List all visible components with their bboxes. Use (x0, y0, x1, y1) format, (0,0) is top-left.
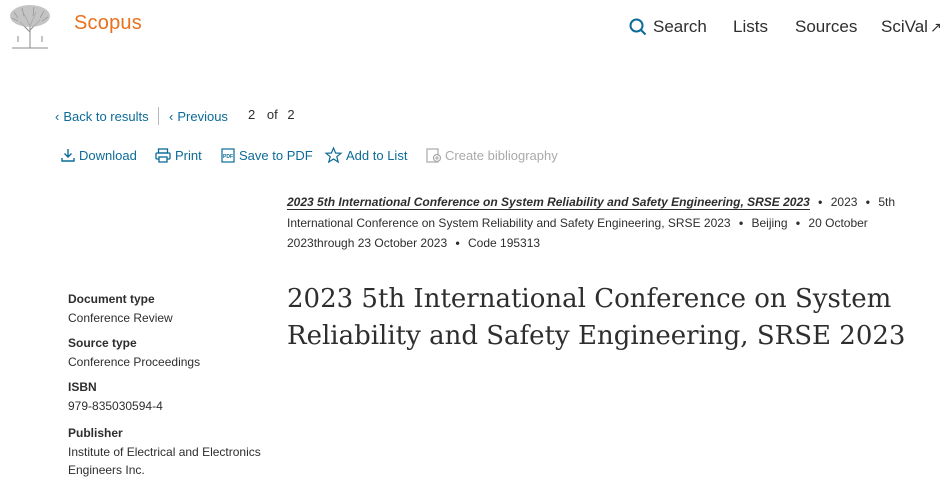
add-to-list-button[interactable] (325, 145, 407, 165)
current-position: 2 (248, 107, 256, 122)
chevron-left-icon: ‹ (169, 108, 174, 124)
publisher-section (68, 424, 268, 479)
bullet-separator: • (455, 236, 460, 250)
print-label: Print (175, 147, 202, 163)
add-to-list-label: Add to List (346, 147, 408, 163)
nav-scival[interactable] (881, 16, 942, 38)
isbn-label: ISBN (68, 380, 97, 394)
bullet-separator: • (818, 195, 823, 209)
document-type-value: Conference Review (68, 311, 173, 325)
nav-lists[interactable] (733, 16, 768, 38)
citation-code: Code 195313 (468, 236, 541, 250)
bullet-separator: • (795, 215, 801, 230)
search-icon (629, 18, 647, 36)
elsevier-logo[interactable] (4, 2, 56, 50)
source-type-label: Source type (68, 336, 137, 350)
save-pdf-label: Save to PDF (239, 147, 313, 163)
bibliography-icon (426, 147, 441, 163)
isbn-value: 979-835030594-4 (68, 399, 163, 413)
document-type-label: Document type (68, 292, 155, 306)
citation-dates: 20 October 2023through 23 October 2023 (287, 215, 868, 250)
nav-sources-label: Sources (795, 17, 858, 36)
printer-icon (155, 148, 171, 163)
create-bibliography-button[interactable] (426, 145, 558, 165)
document-title: 2023 5th International Conference on System Reliability and Safety Engineering, SRSE 2023 (287, 284, 906, 351)
citation-year: 2023 (830, 195, 858, 209)
download-icon (61, 148, 75, 162)
total-results: 2 (287, 107, 295, 122)
source-type-section (68, 334, 268, 371)
scopus-logo[interactable]: Scopus (74, 12, 142, 34)
isbn-section (68, 378, 268, 415)
citation-conference: International Conference on System Reliability and Safety Engineering, SRSE 2023 (287, 215, 731, 230)
back-to-results-label: Back to results (63, 108, 149, 124)
create-bibliography-label: Create bibliography (445, 147, 558, 163)
star-icon (325, 147, 342, 163)
document-type-section (68, 290, 268, 327)
nav-search-label: Search (653, 17, 707, 36)
of-label: of (266, 107, 278, 122)
back-to-results-link[interactable] (55, 107, 149, 125)
citation-volume: 5th (878, 195, 895, 209)
nav-lists-label: Lists (733, 17, 768, 36)
svg-text:PDF: PDF (223, 153, 233, 160)
publisher-value: Institute of Electrical and Electronics Engineers Inc. (68, 445, 261, 477)
pdf-icon (221, 148, 235, 163)
save-pdf-button[interactable] (221, 145, 313, 165)
citation-location: Beijing (751, 215, 788, 230)
chevron-left-icon: ‹ (55, 108, 60, 124)
previous-label: Previous (177, 108, 228, 124)
previous-link[interactable] (169, 107, 228, 125)
print-button[interactable] (155, 145, 202, 165)
nav-scival-label: SciVal (881, 17, 928, 36)
divider (158, 107, 159, 125)
bullet-separator: • (738, 215, 744, 230)
nav-search[interactable] (629, 16, 707, 38)
download-label: Download (79, 147, 137, 163)
download-button[interactable] (61, 145, 137, 165)
source-title-link[interactable]: 2023 5th International Conference on System Reliability and Safety Engineering, SRSE 2023 (287, 195, 810, 209)
result-position (248, 107, 295, 122)
bullet-separator: • (865, 195, 870, 209)
source-citation (287, 192, 927, 254)
nav-sources[interactable] (795, 16, 857, 38)
source-type-value: Conference Proceedings (68, 355, 201, 369)
external-link-icon: ↗ (929, 18, 942, 35)
publisher-label: Publisher (68, 426, 123, 440)
